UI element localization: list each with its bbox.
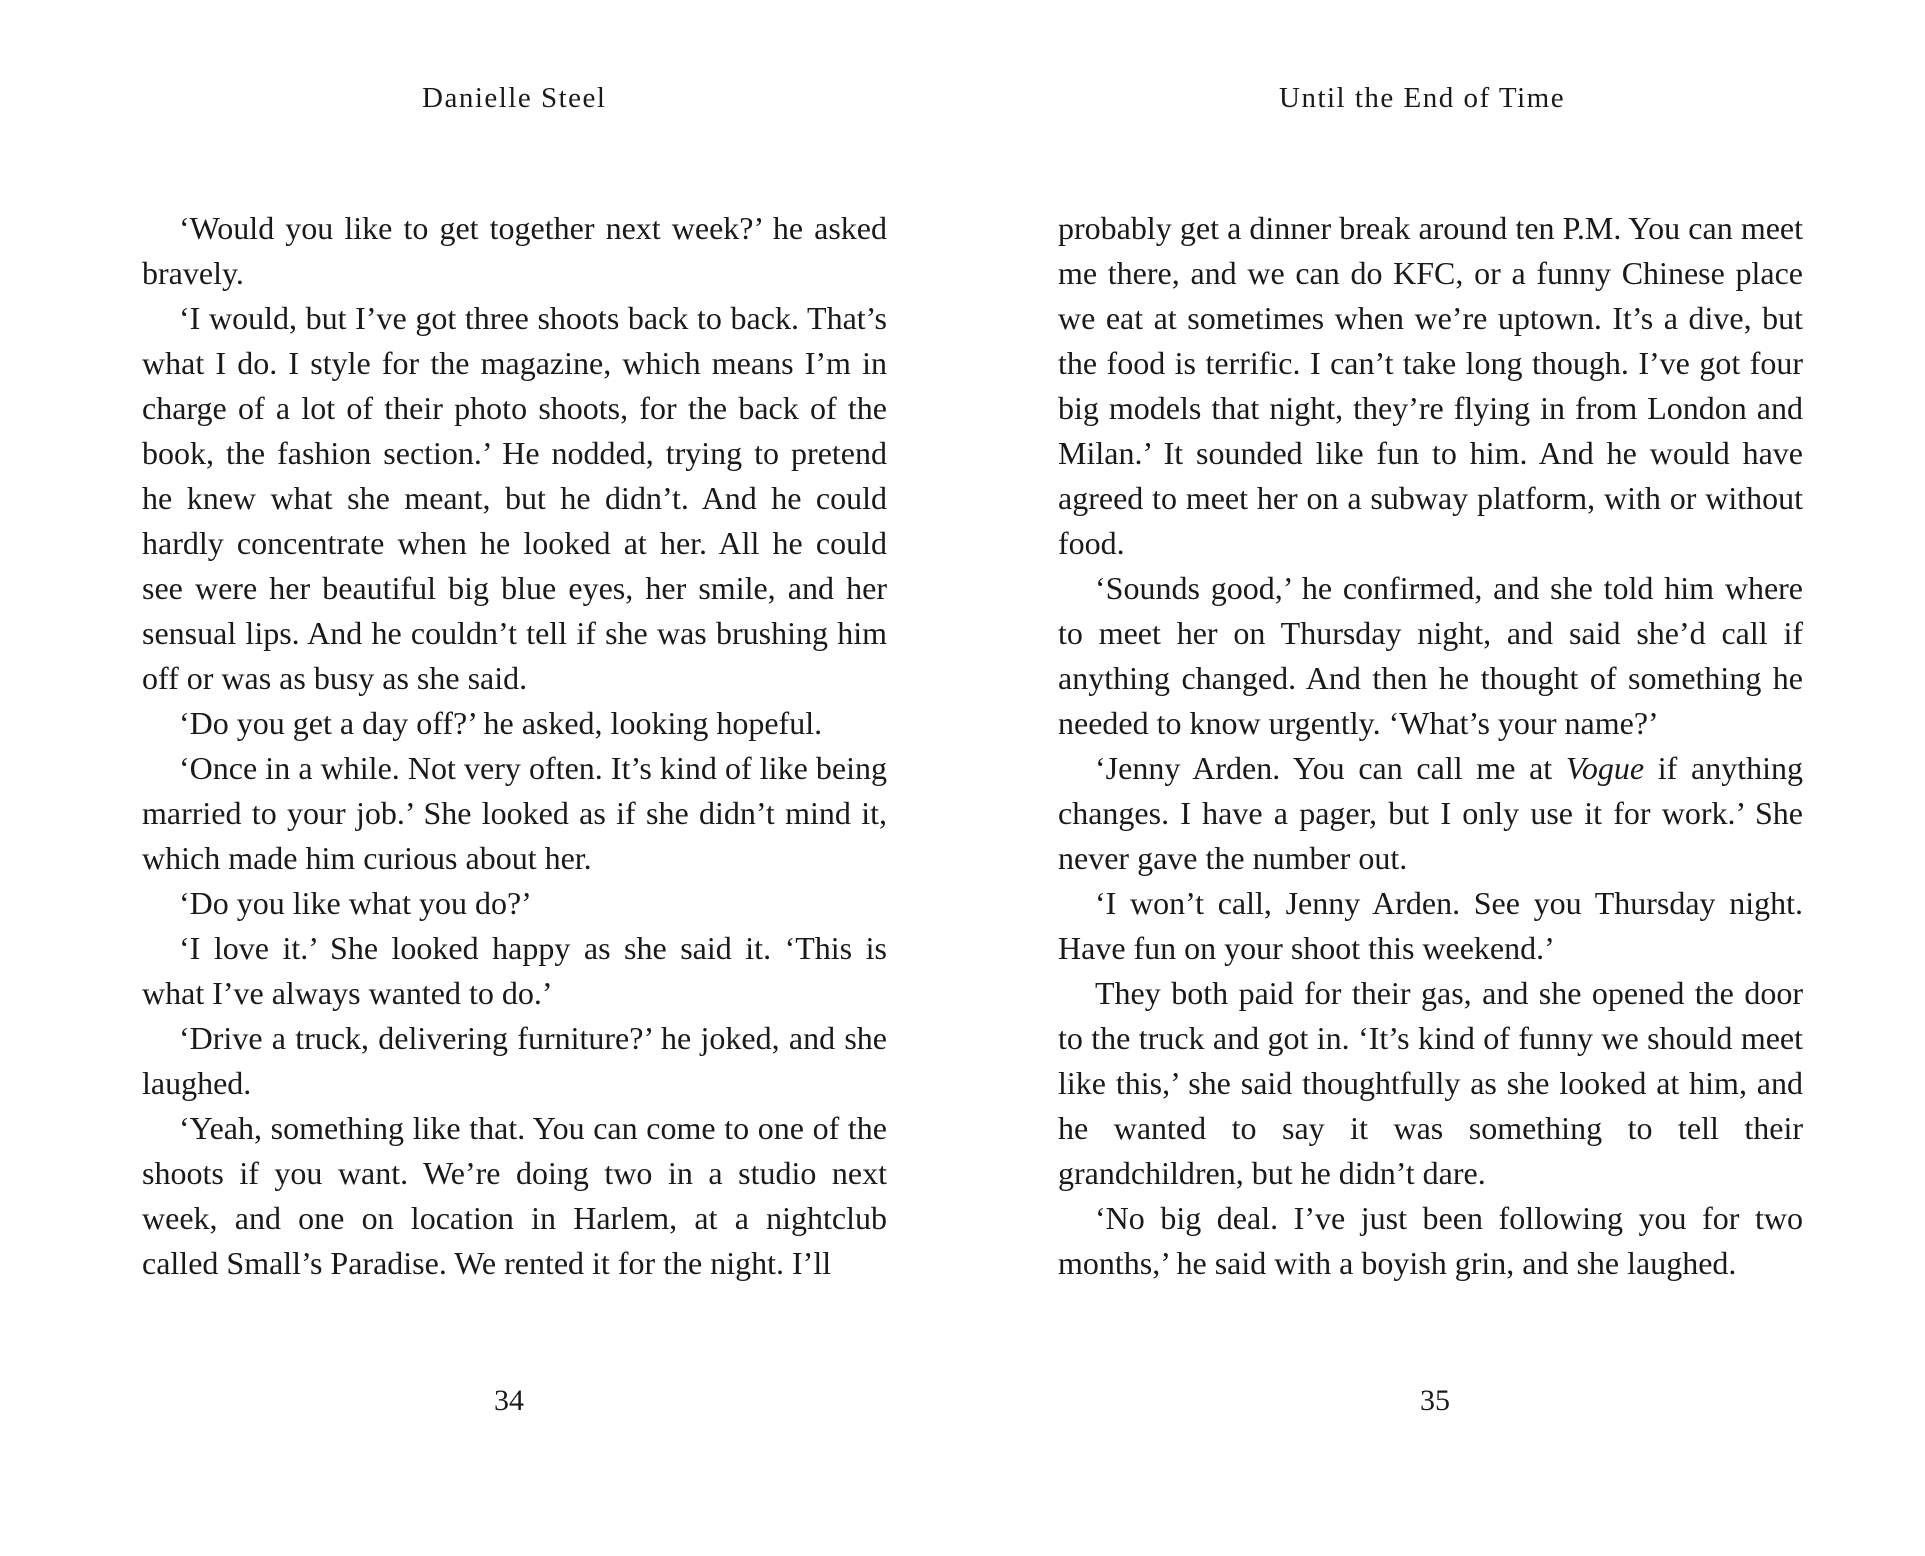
paragraph: ‘I would, but I’ve got three shoots back to back. That’s what I do. I style for the magazine, which means I’m in charge of a lot of their photo shoots, for the back of the book, the fashion section.’ He nodded, trying to pretend he knew what she meant, but he didn’t. And he could hardly concentrate when he looked at her. All he could see were her beautiful big blue eyes, her smile, and her sensual lips. And he couldn’t tell if she was brushing him off or was as busy as she said. [142, 300, 887, 696]
text-run: You can meet me there, and we can do KFC, or a funny Chinese place we eat at sometimes when we’re uptown. It’s a dive, but the food is terrific. I can’t take long though. I’ve got four big models that night, they’re flying in from London and Milan.’ It sounded like fun to him. And he would have agreed to meet her on a subway platform, with or without food. [1058, 210, 1804, 561]
paragraph: ‘Once in a while. Not very often. It’s kind of like being married to your job.’ She looked as if she didn’t mind it, which made him curious about her. [142, 750, 887, 876]
running-head-author: Danielle Steel [422, 82, 607, 114]
right-page-body [1058, 206, 1803, 1286]
paragraph: ‘Sounds good,’ he confirmed, and she told him where to meet her on Thursday night, and said she’d call if anything changed. And then he thought of something he needed to know urgently. ‘What’s your name?’ [1058, 570, 1803, 741]
paragraph: ‘Yeah, something like that. You can come to one of the shoots if you want. We’re doing two in a studio next week, and one on location in Harlem, at a nightclub called Small’s Paradise. We rented it for the night. I’ll [142, 1110, 887, 1281]
text-run: if anything changes. I have a pager, but I only use it for work.’ She never gave the number out. [1058, 750, 1804, 876]
paragraph: ‘No big deal. I’ve just been following you for two months,’ he said with a boyish grin, and she laughed. [1058, 1200, 1803, 1281]
text-run: ‘Jenny Arden. You can call me at [1095, 750, 1566, 786]
paragraph-continued [1058, 206, 1803, 566]
paragraph [1058, 746, 1803, 881]
left-page [0, 0, 962, 1556]
page-number: 35 [1420, 1384, 1450, 1417]
paragraph: ‘Do you like what you do?’ [179, 885, 532, 921]
paragraph: ‘I love it.’ She looked happy as she said it. ‘This is what I’ve always wanted to do.’ [142, 930, 887, 1011]
magazine-title: Vogue [1565, 750, 1645, 786]
paragraph: ‘Do you get a day off?’ he asked, looking hopeful. [179, 705, 823, 741]
paragraph: They both paid for their gas, and she opened the door to the truck and got in. ‘It’s kind of funny we should meet like this,’ she said thoughtfully as she looked at him, and he wanted to say it was something to tell their grandchildren, but he didn’t dare. [1058, 975, 1803, 1191]
page-number: 34 [494, 1384, 524, 1417]
left-page-body [142, 206, 887, 1286]
right-page [962, 0, 1925, 1556]
paragraph: ‘I won’t call, Jenny Arden. See you Thursday night. Have fun on your shoot this weekend.’ [1058, 885, 1803, 966]
running-head-title: Until the End of Time [1279, 82, 1566, 114]
paragraph: ‘Would you like to get together next week?’ he asked bravely. [142, 210, 887, 291]
paragraph: ‘Drive a truck, delivering furniture?’ he joked, and she laughed. [142, 1020, 887, 1101]
time-abbreviation: P.M. [1562, 210, 1622, 246]
text-run: probably get a dinner break around ten [1058, 210, 1563, 246]
